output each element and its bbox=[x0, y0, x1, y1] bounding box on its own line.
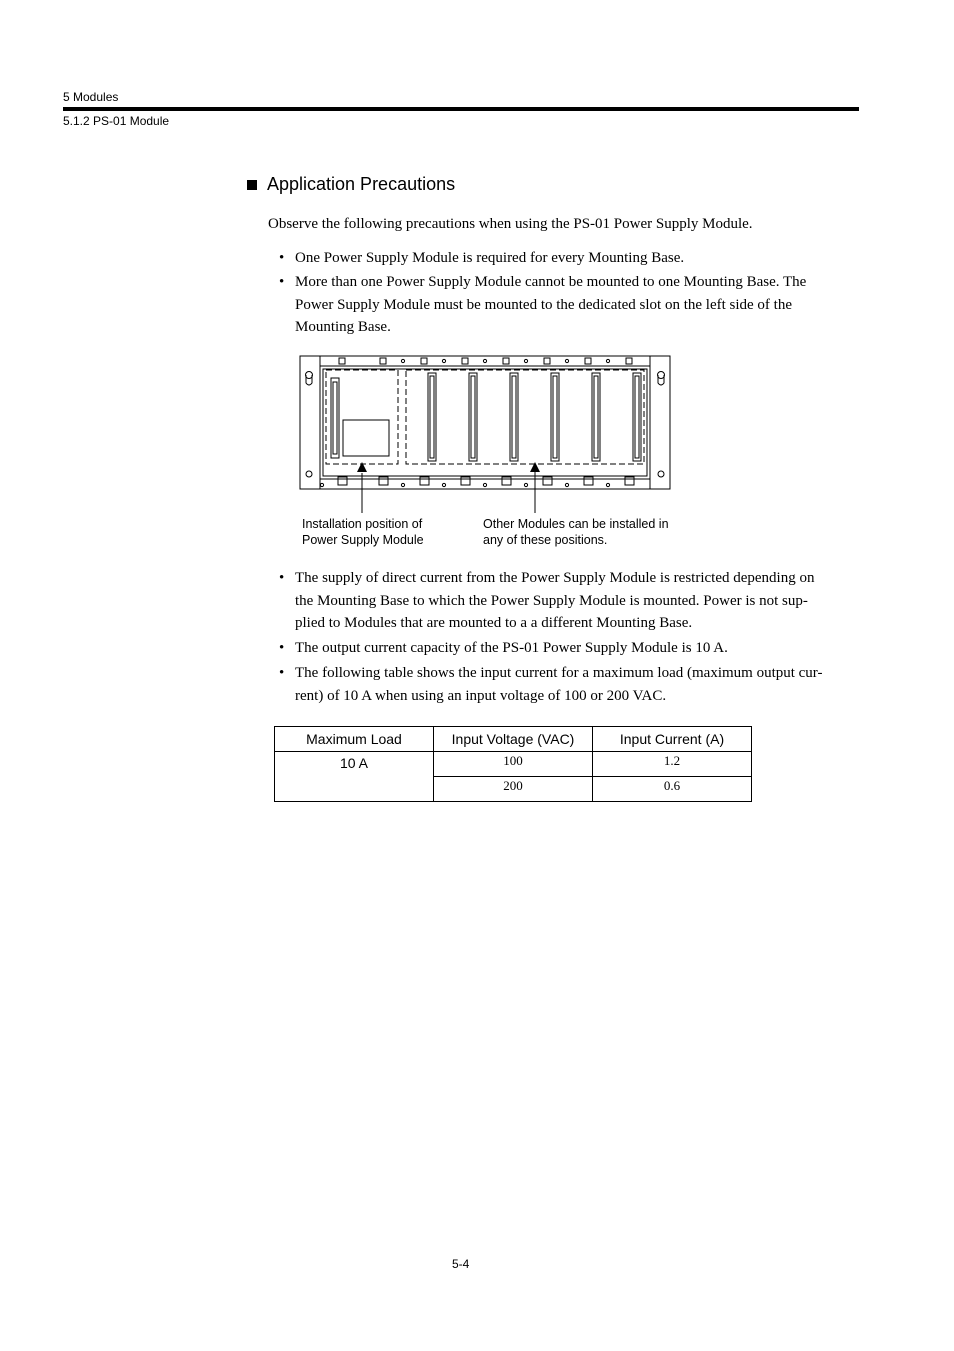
bullet-dot: • bbox=[279, 274, 285, 290]
cell-voltage: 100 bbox=[434, 752, 593, 777]
left-bracket bbox=[300, 356, 320, 489]
header-rule bbox=[63, 107, 859, 111]
table-row bbox=[275, 752, 752, 777]
bullet-line: the Mounting Base to which the Power Supply Module is mounted. Power is not sup- bbox=[295, 592, 808, 609]
square-bullet-icon bbox=[247, 180, 257, 190]
bullet-line: plied to Modules that are mounted to a a different Mounting Base. bbox=[295, 615, 693, 631]
bullet-item bbox=[279, 247, 859, 270]
section-header: 5.1.2 PS-01 Module bbox=[63, 114, 170, 128]
caption-line: Power Supply Module bbox=[302, 532, 424, 547]
caption-line: any of these positions. bbox=[483, 532, 608, 547]
base-outline bbox=[300, 356, 670, 489]
bullet-line: The output current capacity of the PS-01 Power Supply Module is 10 A. bbox=[295, 640, 728, 656]
cell-current: 0.6 bbox=[593, 777, 752, 802]
bullet-item bbox=[279, 662, 859, 707]
table-header-row bbox=[275, 727, 752, 752]
header-input-voltage: Input Voltage (VAC) bbox=[434, 727, 593, 752]
caption-power-supply-position bbox=[302, 517, 424, 548]
bullet-item bbox=[279, 637, 859, 660]
bullet-line: rent) of 10 A when using an input voltage of 100 or 200 VAC. bbox=[295, 687, 667, 704]
intro-paragraph: Observe the following precautions when using the PS-01 Power Supply Module. bbox=[268, 216, 753, 232]
caption-line: Installation position of bbox=[302, 517, 423, 531]
page-number: 5-4 bbox=[452, 1257, 470, 1271]
caption-line: Other Modules can be installed in bbox=[483, 517, 669, 531]
bullet-dot: • bbox=[279, 570, 285, 586]
cell-current: 1.2 bbox=[593, 752, 752, 777]
bullet-line: The following table shows the input current for a maximum load (maximum output cur- bbox=[295, 665, 823, 681]
header-maximum-load: Maximum Load bbox=[275, 727, 434, 752]
bullet-dot: • bbox=[279, 665, 285, 681]
bullet-item bbox=[279, 567, 859, 635]
caption-other-modules bbox=[483, 517, 669, 548]
bullet-line: One Power Supply Module is required for every Mounting Base. bbox=[295, 250, 685, 266]
cell-maximum-load: 10 A bbox=[275, 752, 434, 802]
section-title-block bbox=[247, 174, 455, 195]
bullet-dot: • bbox=[279, 640, 285, 656]
bullet-item bbox=[279, 271, 859, 339]
bullet-line: Mounting Base. bbox=[295, 319, 391, 335]
bullet-line: Power Supply Module must be mounted to the dedicated slot on the left side of the bbox=[295, 296, 792, 313]
cell-voltage: 200 bbox=[434, 777, 593, 802]
bullet-line: More than one Power Supply Module cannot be mounted to one Mounting Base. The bbox=[295, 274, 807, 290]
bullet-line: The supply of direct current from the Power Supply Module is restricted depending on bbox=[295, 570, 815, 586]
module-slots-region bbox=[406, 370, 644, 464]
input-current-table bbox=[274, 726, 752, 802]
right-bracket bbox=[650, 356, 670, 489]
header-input-current: Input Current (A) bbox=[593, 727, 752, 752]
section-title: Application Precautions bbox=[267, 174, 456, 194]
chapter-header: 5 Modules bbox=[63, 90, 119, 104]
bullet-dot: • bbox=[279, 250, 285, 266]
